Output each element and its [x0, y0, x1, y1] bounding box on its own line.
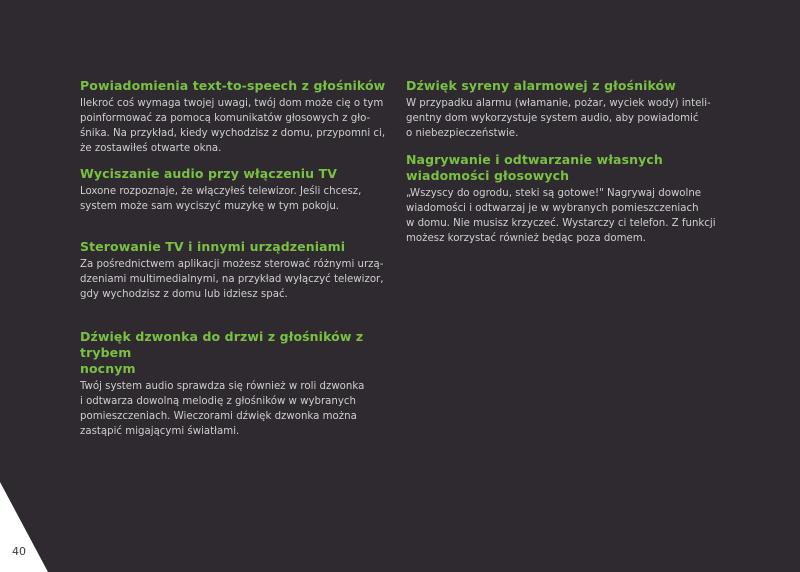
section-body: Za pośrednictwem aplikacji możesz sterować różnymi urzą- dzeniami multimedialnymi, na przykład wyłączyć telewizor, gdy wychodzisz z domu lub idziesz spać. — [80, 259, 384, 300]
section-title: Nagrywanie i odtwarzanie własnych wiadomości głosowych — [406, 152, 663, 183]
section-title: Wyciszanie audio przy włączeniu TV — [80, 166, 338, 181]
section-text-to-speech — [80, 78, 400, 156]
section-voice-messages — [406, 152, 726, 246]
page-corner-fold — [0, 472, 60, 572]
section-body: „Wszyscy do ogrodu, steki są gotowe!" Nagrywaj dowolne wiadomości i odtwarzaj je w wybranych pomieszczeniach w domu. Nie musisz krzyczeć. Wystarczy ci telefon. Z funkcji możesz korzystać również będąc poza domem. — [406, 188, 716, 244]
section-body: Ilekroć coś wymaga twojej uwagi, twój dom może cię o tym poinformować za pomocą komunikatów głosowych z gło- śnika. Na przykład, kiedy wychodzisz z domu, przypomni ci, że zostawiłeś otwarte okna. — [80, 98, 386, 154]
section-title: Powiadomienia text-to-speech z głośników — [80, 78, 386, 93]
section-title: Sterowanie TV i innymi urządzeniami — [80, 239, 346, 254]
section-title: Dźwięk dzwonka do drzwi z głośników z trybem nocnym — [80, 329, 364, 376]
section-tv-mute — [80, 166, 400, 214]
section-alarm-siren — [406, 78, 726, 141]
section-body: Loxone rozpoznaje, że włączyłeś telewizor. Jeśli chcesz, system może sam wyciszyć muzykę w tym pokoju. — [80, 186, 362, 212]
section-body: W przypadku alarmu (włamanie, pożar, wyciek wody) inteli- gentny dom wykorzystuje system audio, aby powiadomić o niebezpieczeństwie. — [406, 98, 711, 139]
section-doorbell — [80, 329, 400, 439]
section-title: Dźwięk syreny alarmowej z głośników — [406, 78, 676, 93]
section-tv-control — [80, 239, 400, 302]
page-number: 40 — [12, 545, 26, 558]
section-body: Twój system audio sprawdza się również w roli dzwonka i odtwarza dowolną melodię z głośników w wybranych pomieszczeniach. Wieczorami dźwięk dzwonka można zastąpić migającymi światłami. — [80, 381, 365, 437]
